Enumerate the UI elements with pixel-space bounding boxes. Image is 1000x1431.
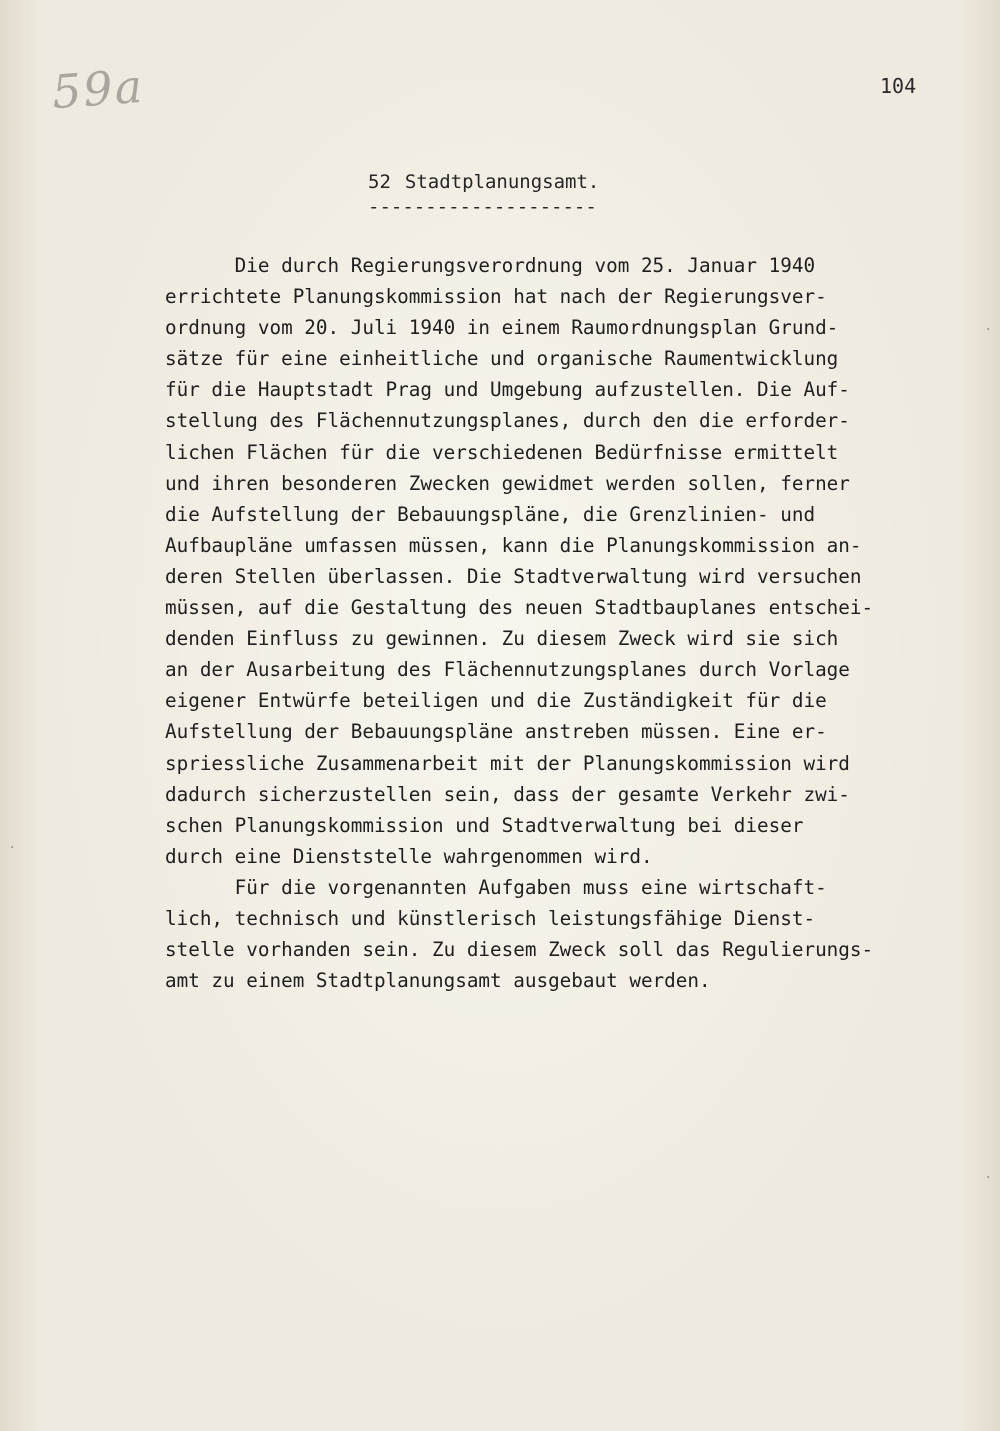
body-line: denden Einfluss zu gewinnen. Zu diesem Zweck wird sie sich <box>165 627 839 651</box>
body-line: müssen, auf die Gestaltung des neuen Stadtbauplanes entschei- <box>165 596 874 620</box>
body-line: schen Planungskommission und Stadtverwaltung bei dieser <box>165 813 804 837</box>
paper-speck: · <box>986 322 991 338</box>
body-text <box>165 250 965 996</box>
body-line: deren Stellen überlassen. Die Stadtverwaltung wird versuchen <box>165 564 862 588</box>
body-line: die Aufstellung der Bebauungspläne, die Grenzlinien- und <box>165 502 816 526</box>
body-line: durch eine Dienststelle wahrgenommen wird. <box>165 844 653 868</box>
body-line: lichen Flächen für die verschiedenen Bedürfnisse ermittelt <box>165 440 839 464</box>
body-line: an der Ausarbeitung des Flächennutzungsplanes durch Vorlage <box>165 658 850 682</box>
body-line: stelle vorhanden sein. Zu diesem Zweck soll das Regulierungs- <box>165 938 874 962</box>
body-line: ordnung vom 20. Juli 1940 in einem Raumordnungsplan Grund- <box>165 316 839 340</box>
page-number: 104 <box>880 74 917 98</box>
body-line: eigener Entwürfe beteiligen und die Zuständigkeit für die <box>165 689 827 713</box>
body-line: Aufstellung der Bebauungspläne anstreben müssen. Eine er- <box>165 720 827 744</box>
section-heading <box>368 171 599 193</box>
body-line: Aufbaupläne umfassen müssen, kann die Planungskommission an- <box>165 533 862 557</box>
handwritten-folio-note: 59a <box>50 58 146 120</box>
section-number: 52 <box>368 171 391 193</box>
body-line: spriessliche Zusammenarbeit mit der Planungskommission wird <box>165 751 850 775</box>
body-line: stellung des Flächennutzungsplanes, durch den die erforder- <box>165 409 850 433</box>
body-line: dadurch sicherzustellen sein, dass der gesamte Verkehr zwi- <box>165 782 850 806</box>
section-underline: -------------------- <box>368 196 597 218</box>
body-line: errichtete Planungskommission hat nach der Regierungsver- <box>165 285 827 309</box>
body-line: amt zu einem Stadtplanungsamt ausgebaut werden. <box>165 969 711 993</box>
paper-speck: · <box>986 1170 991 1186</box>
body-line: Für die vorgenannten Aufgaben muss eine wirtschaft- <box>165 875 827 899</box>
body-line: Die durch Regierungsverordnung vom 25. Januar 1940 <box>165 254 816 277</box>
body-line: und ihren besonderen Zwecken gewidmet werden sollen, ferner <box>165 471 850 495</box>
body-line: lich, technisch und künstlerisch leistungsfähige Dienst- <box>165 906 816 930</box>
paper-speck: · <box>10 840 15 856</box>
body-line: für die Hauptstadt Prag und Umgebung aufzustellen. Die Auf- <box>165 378 850 402</box>
body-line: sätze für eine einheitliche und organische Raumentwicklung <box>165 347 839 371</box>
section-title: Stadtplanungsamt. <box>404 171 600 193</box>
